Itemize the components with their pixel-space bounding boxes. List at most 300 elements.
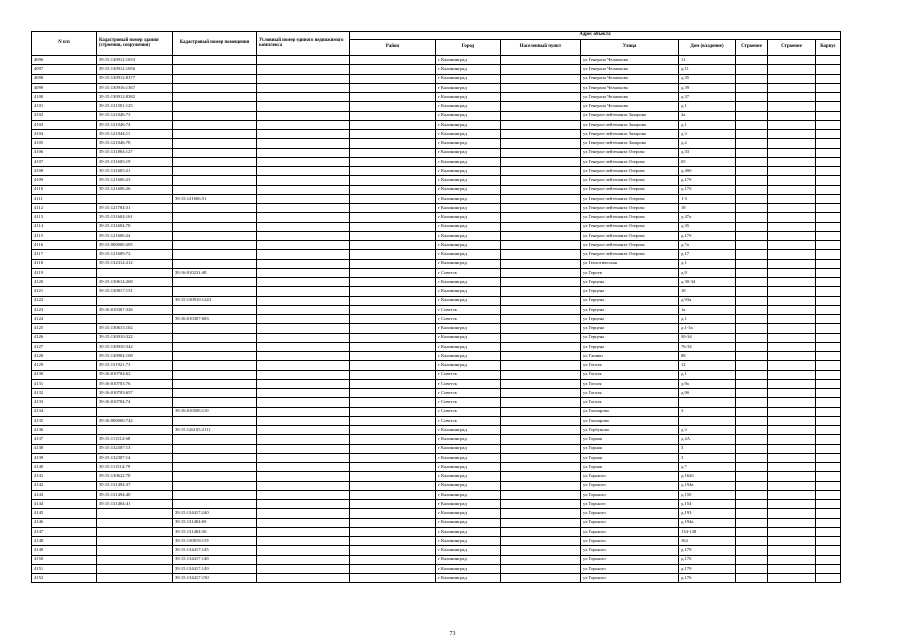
cell-empty [816, 444, 841, 453]
cell-empty [768, 518, 816, 527]
cell-settlement [501, 231, 581, 240]
cell-house: д.1 [679, 370, 736, 379]
cell-cadastral-building: 39:15:130912:1653 [97, 56, 173, 65]
cell-empty [736, 435, 768, 444]
header-korpus: Корпус [816, 40, 841, 56]
cell-street: ул Горького [581, 472, 679, 481]
cell-conditional-complex [257, 231, 350, 240]
cell-district [350, 342, 436, 351]
cell-cadastral-room [173, 176, 257, 185]
cell-empty [816, 120, 841, 129]
cell-cadastral-room: 39:15:134417:145 [173, 546, 257, 555]
cell-house: д.154 [679, 500, 736, 509]
cell-city: г Калининград [436, 74, 501, 83]
cell-row-number: 4133 [32, 398, 97, 407]
cell-empty [736, 148, 768, 157]
cell-conditional-complex [257, 574, 350, 583]
cell-city: г Калининград [436, 555, 501, 564]
cell-cadastral-room [173, 463, 257, 472]
cell-house: д.17б [679, 176, 736, 185]
cell-settlement [501, 102, 581, 111]
cell-cadastral-room [173, 185, 257, 194]
cell-city: г Калининград [436, 259, 501, 268]
cell-cadastral-building [97, 518, 173, 527]
cell-settlement [501, 204, 581, 213]
cell-cadastral-room [173, 444, 257, 453]
cell-city: г Калининград [436, 222, 501, 231]
header-address-group: Адрес объекта [350, 32, 841, 40]
cell-empty [768, 185, 816, 194]
cell-empty [816, 305, 841, 314]
cell-empty [768, 130, 816, 139]
cell-empty [768, 93, 816, 102]
cell-street: ул Горького [581, 518, 679, 527]
cell-conditional-complex [257, 185, 350, 194]
cell-empty [736, 268, 768, 277]
cell-row-number: 4099 [32, 83, 97, 92]
cell-house: д.193 [679, 509, 736, 518]
cell-district [350, 500, 436, 509]
cell-row-number: 4152 [32, 574, 97, 583]
cell-street: ул Гоголя [581, 398, 679, 407]
cell-row-number: 4117 [32, 250, 97, 259]
cell-cadastral-room [173, 56, 257, 65]
cell-row-number: 4102 [32, 111, 97, 120]
cell-row-number: 4107 [32, 157, 97, 166]
cell-district [350, 213, 436, 222]
cell-empty [736, 555, 768, 564]
cell-conditional-complex [257, 453, 350, 462]
cell-row-number: 4098 [32, 74, 97, 83]
cell-cadastral-room [173, 120, 257, 129]
cell-house: 134-138 [679, 527, 736, 536]
cell-row-number: 4136 [32, 426, 97, 435]
cell-cadastral-building: 39:16:010703:657 [97, 389, 173, 398]
cell-settlement [501, 416, 581, 425]
cell-street: ул Горького [581, 537, 679, 546]
cell-empty [816, 194, 841, 203]
cell-cadastral-building [97, 555, 173, 564]
cell-empty [736, 231, 768, 240]
cell-house: 3 [679, 444, 736, 453]
cell-empty [768, 361, 816, 370]
cell-conditional-complex [257, 398, 350, 407]
cell-house: д.33 [679, 148, 736, 157]
cell-empty [816, 472, 841, 481]
cell-city: г Советск [436, 398, 501, 407]
cell-empty [816, 176, 841, 185]
cell-empty [816, 342, 841, 351]
cell-settlement [501, 111, 581, 120]
cell-cadastral-room [173, 83, 257, 92]
cell-row-number: 4097 [32, 65, 97, 74]
table-row [32, 509, 841, 518]
cell-row-number: 4144 [32, 500, 97, 509]
cell-empty [736, 130, 768, 139]
cell-empty [816, 74, 841, 83]
table-row [32, 148, 841, 157]
cell-empty [736, 407, 768, 416]
cell-settlement [501, 370, 581, 379]
cell-conditional-complex [257, 93, 350, 102]
cell-city: г Калининград [436, 56, 501, 65]
cell-house: д.3 [679, 426, 736, 435]
cell-row-number: 4134 [32, 407, 97, 416]
cell-city: г Калининград [436, 241, 501, 250]
cell-house: 88 [679, 352, 736, 361]
cell-empty [816, 370, 841, 379]
cell-empty [768, 407, 816, 416]
header-city: Город [436, 40, 501, 56]
cell-cadastral-building [97, 194, 173, 203]
cell-empty [768, 324, 816, 333]
cell-empty [816, 333, 841, 342]
cell-conditional-complex [257, 111, 350, 120]
cell-district [350, 472, 436, 481]
cell-row-number: 4131 [32, 379, 97, 388]
cell-empty [736, 444, 768, 453]
cell-city: г Советск [436, 407, 501, 416]
cell-district [350, 481, 436, 490]
cell-street: ул Горная [581, 453, 679, 462]
cell-empty [816, 324, 841, 333]
cell-conditional-complex [257, 268, 350, 277]
cell-settlement [501, 130, 581, 139]
cell-empty [816, 481, 841, 490]
cell-empty [816, 204, 841, 213]
cell-house: д.7а [679, 241, 736, 250]
cell-street: ул Горная [581, 444, 679, 453]
cell-empty [768, 120, 816, 129]
cell-cadastral-room: 39:15:134417:148 [173, 555, 257, 564]
cell-cadastral-building: 39:15:121046:73 [97, 111, 173, 120]
table-row [32, 204, 841, 213]
cell-settlement [501, 426, 581, 435]
cell-cadastral-room [173, 250, 257, 259]
cell-street: ул Горького [581, 555, 679, 564]
table-row [32, 407, 841, 416]
cell-row-number: 4105 [32, 139, 97, 148]
cell-conditional-complex [257, 463, 350, 472]
cell-settlement [501, 259, 581, 268]
cell-settlement [501, 194, 581, 203]
cell-district [350, 185, 436, 194]
cell-conditional-complex [257, 102, 350, 111]
cell-cadastral-room [173, 500, 257, 509]
cell-cadastral-room [173, 148, 257, 157]
cell-street: ул Генерал-лейтенанта Озерова [581, 167, 679, 176]
cell-conditional-complex [257, 204, 350, 213]
table-row [32, 120, 841, 129]
cell-house: д.176 [679, 574, 736, 583]
cell-city: г Калининград [436, 546, 501, 555]
cell-settlement [501, 352, 581, 361]
cell-city: г Калининград [436, 426, 501, 435]
cell-conditional-complex [257, 250, 350, 259]
cell-conditional-complex [257, 333, 350, 342]
cell-cadastral-room [173, 139, 257, 148]
cell-house: д.17 [679, 250, 736, 259]
table-row [32, 481, 841, 490]
cell-cadastral-building: 39:15:121609:72 [97, 250, 173, 259]
cell-settlement [501, 324, 581, 333]
cell-street: ул Горбунова [581, 426, 679, 435]
cell-conditional-complex [257, 509, 350, 518]
cell-empty [768, 194, 816, 203]
cell-district [350, 296, 436, 305]
cell-district [350, 278, 436, 287]
cell-empty [816, 500, 841, 509]
cell-cadastral-building: 39:15:131501:125 [97, 102, 173, 111]
cell-empty [768, 444, 816, 453]
cell-house: д.150 [679, 490, 736, 499]
cell-city: г Калининград [436, 204, 501, 213]
cell-cadastral-building: 39:15:121044:11 [97, 130, 173, 139]
cell-cadastral-building [97, 509, 173, 518]
cell-city: г Калининград [436, 537, 501, 546]
cell-settlement [501, 176, 581, 185]
cell-cadastral-building: 39:15:000000:205 [97, 241, 173, 250]
cell-conditional-complex [257, 416, 350, 425]
header-cad-building: Кадастровый номер здания (строения, сооружения) [97, 32, 173, 56]
cell-settlement [501, 278, 581, 287]
cell-settlement [501, 287, 581, 296]
cell-street: ул Горная [581, 435, 679, 444]
cell-empty [736, 204, 768, 213]
cell-empty [768, 500, 816, 509]
cell-cadastral-building: 39:16:010704:74 [97, 398, 173, 407]
table-row [32, 352, 841, 361]
cell-empty [736, 472, 768, 481]
cell-empty [768, 250, 816, 259]
cell-empty [736, 93, 768, 102]
cell-empty [736, 222, 768, 231]
cell-empty [768, 74, 816, 83]
cell-house: д.3 [679, 130, 736, 139]
cell-empty [816, 416, 841, 425]
cell-conditional-complex [257, 379, 350, 388]
cell-district [350, 389, 436, 398]
cell-empty [736, 490, 768, 499]
cell-conditional-complex [257, 259, 350, 268]
cell-conditional-complex [257, 490, 350, 499]
cell-house: д.194а [679, 518, 736, 527]
cell-house: д.49б [679, 167, 736, 176]
cell-city: г Калининград [436, 93, 501, 102]
cell-empty [816, 361, 841, 370]
cell-row-number: 4130 [32, 370, 97, 379]
cell-empty [736, 574, 768, 583]
cell-empty [768, 490, 816, 499]
table-row [32, 398, 841, 407]
cell-district [350, 157, 436, 166]
cell-settlement [501, 481, 581, 490]
cell-empty [736, 167, 768, 176]
cell-street: ул Горького [581, 546, 679, 555]
cell-cadastral-building [97, 268, 173, 277]
cell-settlement [501, 305, 581, 314]
cell-row-number: 4119 [32, 268, 97, 277]
cell-city: г Калининград [436, 176, 501, 185]
cell-empty [816, 148, 841, 157]
cell-district [350, 65, 436, 74]
cell-street: ул Герцена [581, 333, 679, 342]
cell-city: г Калининград [436, 194, 501, 203]
cell-row-number: 4141 [32, 472, 97, 481]
cell-cadastral-room [173, 453, 257, 462]
cell-district [350, 546, 436, 555]
cell-row-number: 4129 [32, 361, 97, 370]
cell-cadastral-building: 39:15:121606:26 [97, 185, 173, 194]
cell-row-number: 4101 [32, 102, 97, 111]
cell-cadastral-room: 39:15:126105:2111 [173, 426, 257, 435]
cell-city: г Советск [436, 370, 501, 379]
cell-row-number: 4115 [32, 231, 97, 240]
cell-empty [768, 435, 816, 444]
cell-empty [816, 574, 841, 583]
cell-empty [736, 278, 768, 287]
cell-house: 76-34 [679, 342, 736, 351]
cell-cadastral-building: 39:15:131604:78 [97, 222, 173, 231]
cell-street: ул Генерала Челнокова [581, 83, 679, 92]
table-row [32, 268, 841, 277]
cell-city: г Калининград [436, 527, 501, 536]
cell-cadastral-building: 39:15:131605:21 [97, 167, 173, 176]
table-row [32, 176, 841, 185]
cell-cadastral-building: 39:15:130904:108 [97, 352, 173, 361]
cell-cadastral-room: 39:15:134417:149 [173, 564, 257, 573]
cell-city: г Калининград [436, 463, 501, 472]
cell-cadastral-building: 39:16:010307:326 [97, 305, 173, 314]
cell-row-number: 4096 [32, 56, 97, 65]
cell-conditional-complex [257, 324, 350, 333]
table-row [32, 379, 841, 388]
cell-empty [768, 139, 816, 148]
cell-cadastral-room [173, 472, 257, 481]
cell-city: г Калининград [436, 361, 501, 370]
cell-settlement [501, 463, 581, 472]
cell-conditional-complex [257, 278, 350, 287]
cell-empty [816, 426, 841, 435]
cell-street: ул Генерал-лейтенанта Озерова [581, 176, 679, 185]
cell-house [679, 398, 736, 407]
cell-cadastral-room [173, 379, 257, 388]
cell-house: д.7 [679, 463, 736, 472]
cell-cadastral-building: 39:15:132307:14 [97, 453, 173, 462]
cell-empty [768, 555, 816, 564]
cell-cadastral-room [173, 222, 257, 231]
cell-empty [736, 370, 768, 379]
cell-conditional-complex [257, 148, 350, 157]
cell-settlement [501, 157, 581, 166]
cell-empty [768, 83, 816, 92]
cell-settlement [501, 379, 581, 388]
cell-city: г Калининград [436, 185, 501, 194]
registry-table [31, 31, 841, 583]
cell-empty [736, 74, 768, 83]
cell-street: ул Горького [581, 527, 679, 536]
cell-cadastral-building [97, 537, 173, 546]
cell-city: г Калининград [436, 435, 501, 444]
cell-cadastral-room: 39:15:134417:240 [173, 509, 257, 518]
cell-cadastral-room: 39:15:130819:119 [173, 537, 257, 546]
cell-house: д.179 [679, 564, 736, 573]
header-district: Район [350, 40, 436, 56]
cell-cadastral-room [173, 481, 257, 490]
cell-cadastral-room [173, 305, 257, 314]
cell-city: г Советск [436, 389, 501, 398]
cell-cadastral-building: 39:15:131404:41 [97, 500, 173, 509]
cell-house: 3 [679, 407, 736, 416]
cell-city: г Советск [436, 315, 501, 324]
cell-row-number: 4122 [32, 296, 97, 305]
cell-cadastral-building: 39:15:131604:161 [97, 213, 173, 222]
cell-row-number: 4148 [32, 537, 97, 546]
cell-empty [768, 379, 816, 388]
cell-cadastral-building: 39:15:130817:151 [97, 287, 173, 296]
header-structure: Строение [736, 40, 768, 56]
cell-cadastral-building: 39:15:130622:78 [97, 472, 173, 481]
table-row [32, 324, 841, 333]
cell-house: 11 [679, 56, 736, 65]
header-building: Строение [768, 40, 816, 56]
cell-conditional-complex [257, 389, 350, 398]
cell-cadastral-room [173, 389, 257, 398]
cell-city: г Советск [436, 268, 501, 277]
cell-house: д.194а [679, 481, 736, 490]
cell-city: г Калининград [436, 157, 501, 166]
table-body [32, 56, 841, 583]
cell-empty [768, 333, 816, 342]
cell-district [350, 509, 436, 518]
table-row [32, 157, 841, 166]
cell-empty [736, 527, 768, 536]
cell-city: г Калининград [436, 130, 501, 139]
cell-empty [736, 296, 768, 305]
cell-empty [736, 342, 768, 351]
cell-empty [736, 509, 768, 518]
cell-street: ул Генерал-лейтенанта Озерова [581, 222, 679, 231]
cell-street: ул Гоголя [581, 389, 679, 398]
cell-row-number: 4118 [32, 259, 97, 268]
cell-conditional-complex [257, 537, 350, 546]
cell-empty [816, 130, 841, 139]
cell-street: ул Генерал-лейтенанта Захарова [581, 120, 679, 129]
cell-conditional-complex [257, 342, 350, 351]
cell-city: г Калининград [436, 490, 501, 499]
cell-district [350, 352, 436, 361]
cell-empty [768, 416, 816, 425]
table-row [32, 370, 841, 379]
cell-cadastral-room [173, 490, 257, 499]
cell-district [350, 231, 436, 240]
cell-street: ул Горького [581, 574, 679, 583]
cell-cadastral-room [173, 102, 257, 111]
cell-empty [736, 102, 768, 111]
cell-district [350, 453, 436, 462]
cell-city: г Калининград [436, 342, 501, 351]
cell-row-number: 4123 [32, 305, 97, 314]
cell-row-number: 4139 [32, 453, 97, 462]
cell-house: д.162б [679, 472, 736, 481]
cell-empty [736, 481, 768, 490]
cell-conditional-complex [257, 352, 350, 361]
header-cond-complex: Условный номер единого недвижимого комплекса [257, 32, 350, 56]
cell-conditional-complex [257, 564, 350, 573]
cell-city: г Советск [436, 416, 501, 425]
cell-cadastral-building [97, 426, 173, 435]
cell-empty [768, 231, 816, 240]
